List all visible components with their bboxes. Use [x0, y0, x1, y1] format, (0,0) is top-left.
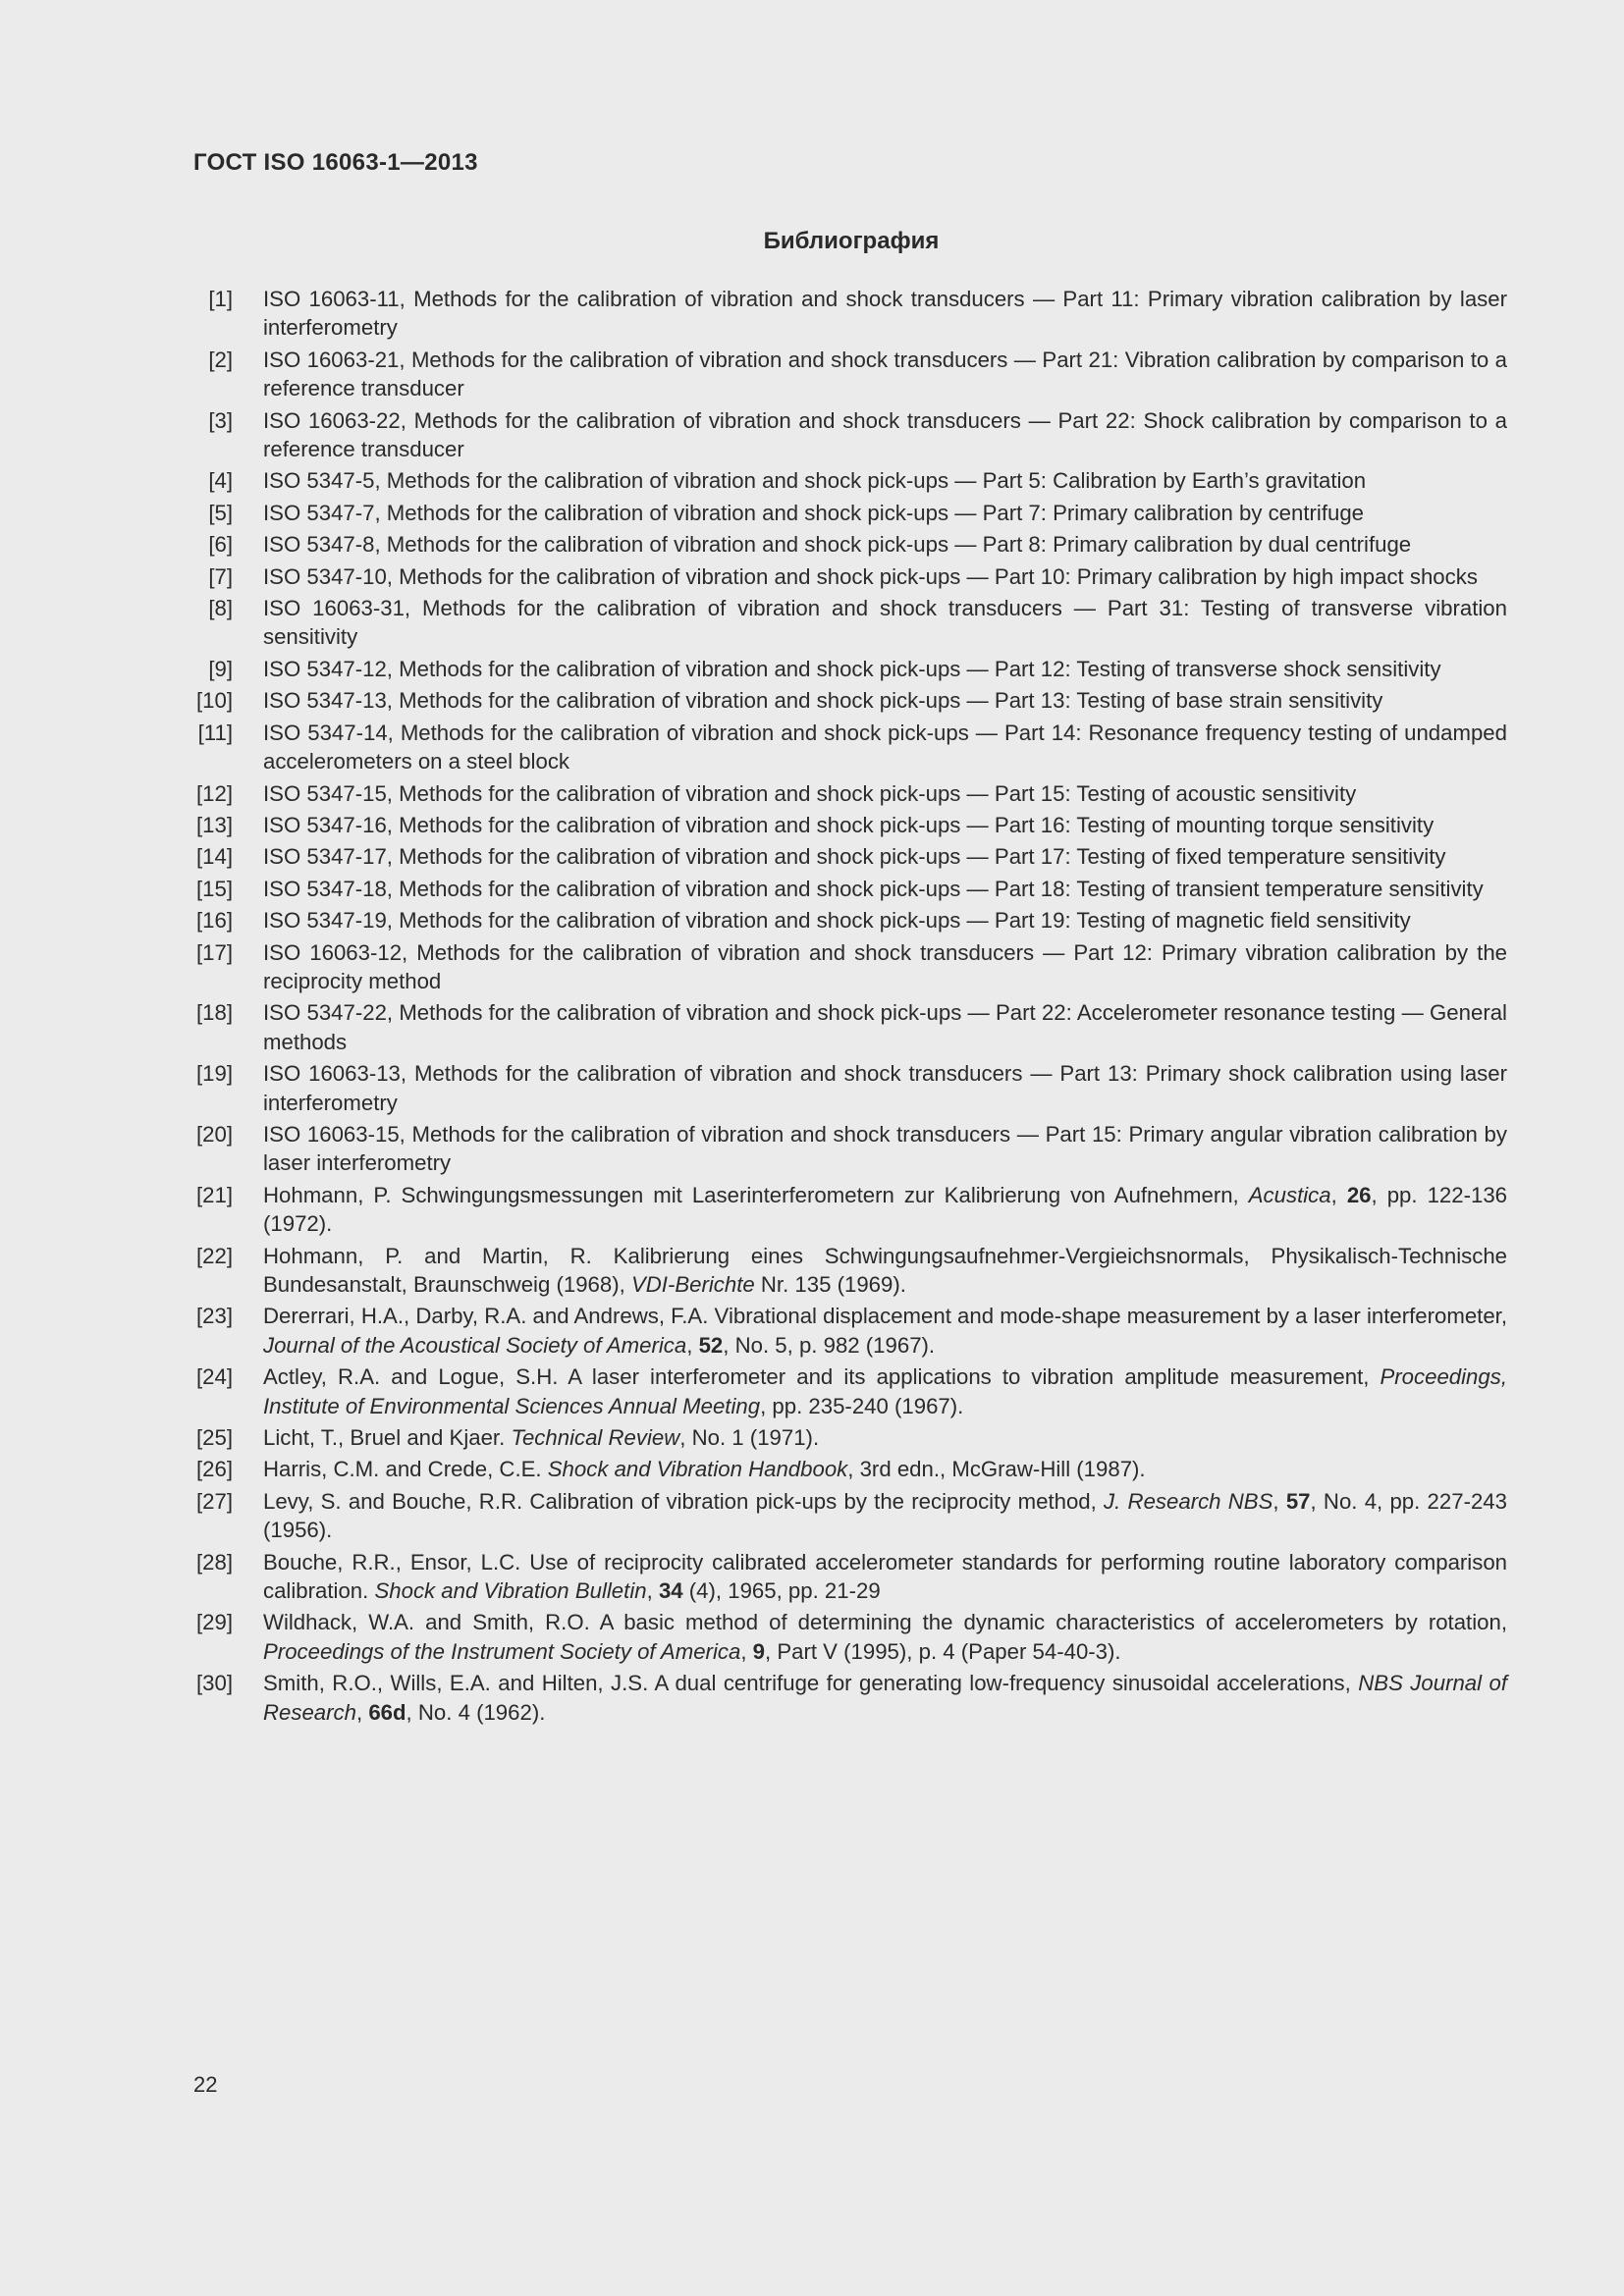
reference-segment: ,	[1272, 1488, 1286, 1514]
reference-segment: Levy, S. and Bouche, R.R. Calibration of vibration pick-ups by the reciprocity method,	[263, 1488, 1105, 1514]
reference-italic-segment: Technical Review	[511, 1425, 680, 1451]
reference-segment: Harris, C.M. and Crede, C.E.	[263, 1457, 548, 1482]
reference-item	[193, 779, 1507, 808]
reference-number: [19]	[195, 1061, 233, 1087]
reference-item	[193, 285, 1507, 343]
reference-item	[193, 466, 1507, 495]
reference-text	[263, 655, 1507, 683]
reference-item	[193, 811, 1507, 839]
reference-segment: ISO 16063-21, Methods for the calibration of vibration and shock transducers — Part 21: Vibration calibration by comparison to a reference transducer	[263, 347, 1507, 401]
reference-item	[193, 686, 1507, 715]
reference-item	[193, 1548, 1507, 1606]
reference-text	[263, 1181, 1507, 1239]
reference-text	[263, 998, 1507, 1056]
reference-item	[193, 346, 1507, 403]
reference-number: [13]	[195, 812, 233, 837]
reference-segment: , No. 1 (1971).	[679, 1425, 820, 1451]
reference-italic-segment: Proceedings, Institute of Environmental Sciences Annual Meeting	[263, 1364, 1507, 1418]
reference-text	[263, 1608, 1507, 1666]
reference-segment: ISO 5347-17, Methods for the calibration of vibration and shock pick-ups — Part 17: Testing of fixed temperature sensitivity	[263, 844, 1446, 870]
reference-text	[263, 1487, 1507, 1545]
reference-text	[263, 499, 1507, 527]
reference-number: [16]	[195, 908, 233, 934]
reference-segment: , pp. 235-240 (1967).	[760, 1393, 964, 1418]
reference-text	[263, 779, 1507, 808]
reference-item	[193, 998, 1507, 1056]
reference-item	[193, 1455, 1507, 1483]
reference-item	[193, 1362, 1507, 1420]
reference-number: [23]	[195, 1304, 233, 1329]
reference-segment: , 3rd edn., McGraw-Hill (1987).	[847, 1457, 1146, 1482]
reference-item	[193, 562, 1507, 591]
reference-segment: ISO 5347-14, Methods for the calibration of vibration and shock pick-ups — Part 14: Resonance frequency testing of undamped accelerometers on a steel block	[263, 720, 1507, 774]
reference-segment: ,	[355, 1699, 369, 1725]
reference-text	[263, 1120, 1507, 1178]
reference-number: [27]	[195, 1488, 233, 1514]
reference-number: [3]	[208, 407, 233, 433]
reference-segment: ,	[740, 1638, 753, 1664]
reference-number: [1]	[208, 287, 233, 311]
reference-number: [21]	[195, 1182, 233, 1207]
reference-item	[193, 1181, 1507, 1239]
reference-segment: ISO 5347-7, Methods for the calibration of vibration and shock pick-ups — Part 7: Primary calibration by centrifuge	[263, 500, 1365, 525]
reference-segment: , No. 5, p. 982 (1967).	[723, 1332, 936, 1358]
reference-segment: ISO 5347-8, Methods for the calibration of vibration and shock pick-ups — Part 8: Primary calibration by dual centrifuge	[263, 532, 1412, 558]
reference-segment: ISO 5347-13, Methods for the calibration of vibration and shock pick-ups — Part 13: Testing of base strain sensitivity	[263, 688, 1383, 714]
reference-text	[263, 811, 1507, 839]
reference-item	[193, 499, 1507, 527]
reference-number: [8]	[208, 596, 233, 621]
reference-segment: ,	[686, 1332, 699, 1358]
reference-segment: Nr. 135 (1969).	[754, 1272, 906, 1297]
reference-segment: ,	[646, 1578, 659, 1604]
reference-segment: Bouche, R.R., Ensor, L.C. Use of reciprocity calibrated accelerometer standards for performing routine laboratory comparison calibration.	[263, 1549, 1507, 1604]
reference-number: [9]	[208, 656, 233, 681]
reference-italic-segment: VDI-Berichte	[630, 1272, 755, 1297]
reference-segment: , Part V (1995), p. 4 (Paper 54-40-3).	[765, 1638, 1121, 1664]
reference-italic-segment: J. Research NBS	[1104, 1488, 1273, 1514]
reference-item	[193, 1242, 1507, 1300]
reference-segment: ISO 5347-19, Methods for the calibration of vibration and shock pick-ups — Part 19: Testing of magnetic field sensitivity	[263, 908, 1411, 934]
reference-text	[263, 594, 1507, 652]
reference-bold-segment: 57	[1285, 1488, 1311, 1514]
reference-text	[263, 906, 1507, 934]
reference-text	[263, 938, 1507, 996]
reference-italic-segment: Shock and Vibration Bulletin	[374, 1578, 647, 1604]
reference-text	[263, 406, 1507, 464]
reference-number: [30]	[195, 1671, 233, 1696]
reference-item	[193, 842, 1507, 871]
reference-number: [10]	[195, 688, 233, 714]
standard-code-header: ГОСТ ISO 16063-1—2013	[193, 149, 478, 176]
page-number: 22	[193, 2072, 218, 2097]
reference-item	[193, 1669, 1507, 1727]
reference-number: [15]	[195, 876, 233, 901]
reference-segment: Smith, R.O., Wills, E.A. and Hilten, J.S. A dual centrifuge for generating low-frequency sinusoidal accelerations,	[263, 1671, 1359, 1696]
reference-item	[193, 1120, 1507, 1178]
reference-item	[193, 530, 1507, 559]
reference-number: [20]	[195, 1121, 233, 1147]
reference-item	[193, 594, 1507, 652]
reference-segment: ISO 5347-5, Methods for the calibration of vibration and shock pick-ups — Part 5: Calibration by Earth’s gravitation	[263, 468, 1367, 494]
reference-segment: , No. 4 (1962).	[406, 1699, 546, 1725]
reference-number: [25]	[195, 1425, 233, 1451]
reference-italic-segment: NBS Journal of Research	[263, 1671, 1507, 1725]
reference-item	[193, 1302, 1507, 1360]
reference-italic-segment: Shock and Vibration Handbook	[547, 1457, 848, 1482]
reference-text	[263, 686, 1507, 715]
reference-segment: ISO 5347-10, Methods for the calibration of vibration and shock pick-ups — Part 10: Primary calibration by high impact shocks	[263, 563, 1478, 589]
reference-item	[193, 906, 1507, 934]
reference-text	[263, 719, 1507, 776]
reference-text	[263, 1362, 1507, 1420]
reference-bold-segment: 66d	[368, 1699, 406, 1725]
reference-segment: ISO 16063-31, Methods for the calibration of vibration and shock transducers — Part 31: Testing of transverse vibration sensitivity	[263, 596, 1507, 650]
reference-number: [7]	[208, 563, 233, 589]
reference-number: [12]	[195, 780, 233, 806]
reference-segment: ISO 5347-18, Methods for the calibration of vibration and shock pick-ups — Part 18: Testing of transient temperature sensitivity	[263, 876, 1484, 901]
reference-text	[263, 875, 1507, 903]
reference-segment: (4), 1965, pp. 21-29	[682, 1578, 881, 1604]
reference-text	[263, 530, 1507, 559]
reference-number: [28]	[195, 1549, 233, 1575]
reference-number: [11]	[197, 720, 233, 745]
reference-item	[193, 938, 1507, 996]
reference-number: [2]	[208, 347, 233, 372]
reference-item	[193, 719, 1507, 776]
reference-segment: ISO 16063-15, Methods for the calibration of vibration and shock transducers — Part 15: Primary angular vibration calibration by laser interferometry	[263, 1121, 1507, 1176]
reference-segment: ,	[1330, 1182, 1347, 1207]
reference-item	[193, 875, 1507, 903]
reference-text	[263, 1059, 1507, 1117]
reference-item	[193, 655, 1507, 683]
reference-segment: Dererrari, H.A., Darby, R.A. and Andrews, F.A. Vibrational displacement and mode-shape measurement by a laser interferometer,	[263, 1304, 1507, 1329]
reference-number: [24]	[195, 1364, 233, 1390]
reference-item	[193, 406, 1507, 464]
reference-item	[193, 1487, 1507, 1545]
reference-italic-segment: Acustica	[1248, 1182, 1331, 1207]
reference-segment: , pp. 122-136 (1972).	[263, 1182, 1507, 1237]
reference-text	[263, 842, 1507, 871]
reference-text	[263, 1302, 1507, 1360]
reference-number: [18]	[195, 1000, 233, 1026]
reference-segment: ISO 16063-22, Methods for the calibration of vibration and shock transducers — Part 22: Shock calibration by comparison to a reference transducer	[263, 407, 1507, 462]
reference-segment: Licht, T., Bruel and Kjaer.	[263, 1425, 512, 1451]
reference-text	[263, 562, 1507, 591]
reference-number: [29]	[195, 1610, 233, 1635]
reference-bold-segment: 26	[1346, 1182, 1372, 1207]
reference-text	[263, 346, 1507, 403]
reference-italic-segment: Journal of the Acoustical Society of America	[263, 1332, 687, 1358]
reference-italic-segment: Proceedings of the Instrument Society of America	[263, 1638, 741, 1664]
reference-segment: ISO 16063-13, Methods for the calibration of vibration and shock transducers — Part 13: Primary shock calibration using laser interferometry	[263, 1061, 1507, 1115]
reference-number: [22]	[195, 1243, 233, 1268]
reference-text	[263, 1548, 1507, 1606]
reference-item	[193, 1608, 1507, 1666]
reference-number: [26]	[195, 1457, 233, 1482]
reference-number: [5]	[208, 500, 233, 525]
reference-list	[193, 285, 1507, 1730]
reference-text	[263, 466, 1507, 495]
reference-item	[193, 1059, 1507, 1117]
reference-number: [4]	[208, 468, 233, 494]
reference-segment: Wildhack, W.A. and Smith, R.O. A basic method of determining the dynamic characteristics of accelerometers by rotation,	[263, 1610, 1507, 1635]
reference-bold-segment: 9	[752, 1638, 765, 1664]
reference-segment: , No. 4, pp. 227-243 (1956).	[263, 1488, 1507, 1543]
reference-segment: Hohmann, P. and Martin, R. Kalibrierung eines Schwingungsaufnehmer-Vergieichsnormals, Physikalisch-Technische Bundesanstalt, Braunschweig (1968),	[263, 1243, 1507, 1297]
reference-segment: ISO 16063-12, Methods for the calibration of vibration and shock transducers — Part 12: Primary vibration calibration by the reciprocity method	[263, 939, 1507, 993]
reference-segment: ISO 5347-15, Methods for the calibration of vibration and shock pick-ups — Part 15: Testing of acoustic sensitivity	[263, 780, 1357, 806]
reference-segment: ISO 5347-22, Methods for the calibration of vibration and shock pick-ups — Part 22: Accelerometer resonance testing — General methods	[263, 1000, 1507, 1054]
reference-text	[263, 285, 1507, 343]
reference-bold-segment: 34	[658, 1578, 683, 1604]
reference-text	[263, 1455, 1507, 1483]
reference-item	[193, 1423, 1507, 1452]
reference-number: [17]	[195, 939, 233, 965]
reference-segment: Actley, R.A. and Logue, S.H. A laser interferometer and its applications to vibration amplitude measurement,	[263, 1364, 1380, 1390]
reference-bold-segment: 52	[698, 1332, 724, 1358]
reference-segment: ISO 16063-11, Methods for the calibration of vibration and shock transducers — Part 11: Primary vibration calibration by laser interferometry	[263, 287, 1507, 341]
reference-number: [6]	[208, 532, 233, 558]
reference-segment: Hohmann, P. Schwingungsmessungen mit Laserinterferometern zur Kalibrierung von Aufnehmern,	[263, 1182, 1249, 1207]
reference-text	[263, 1242, 1507, 1300]
bibliography-title: Библиография	[763, 228, 940, 254]
reference-segment: ISO 5347-16, Methods for the calibration of vibration and shock pick-ups — Part 16: Testing of mounting torque sensitivity	[263, 812, 1435, 837]
reference-segment: ISO 5347-12, Methods for the calibration of vibration and shock pick-ups — Part 12: Testing of transverse shock sensitivity	[263, 656, 1441, 681]
reference-text	[263, 1669, 1507, 1727]
reference-text	[263, 1423, 1507, 1452]
reference-number: [14]	[195, 844, 233, 870]
